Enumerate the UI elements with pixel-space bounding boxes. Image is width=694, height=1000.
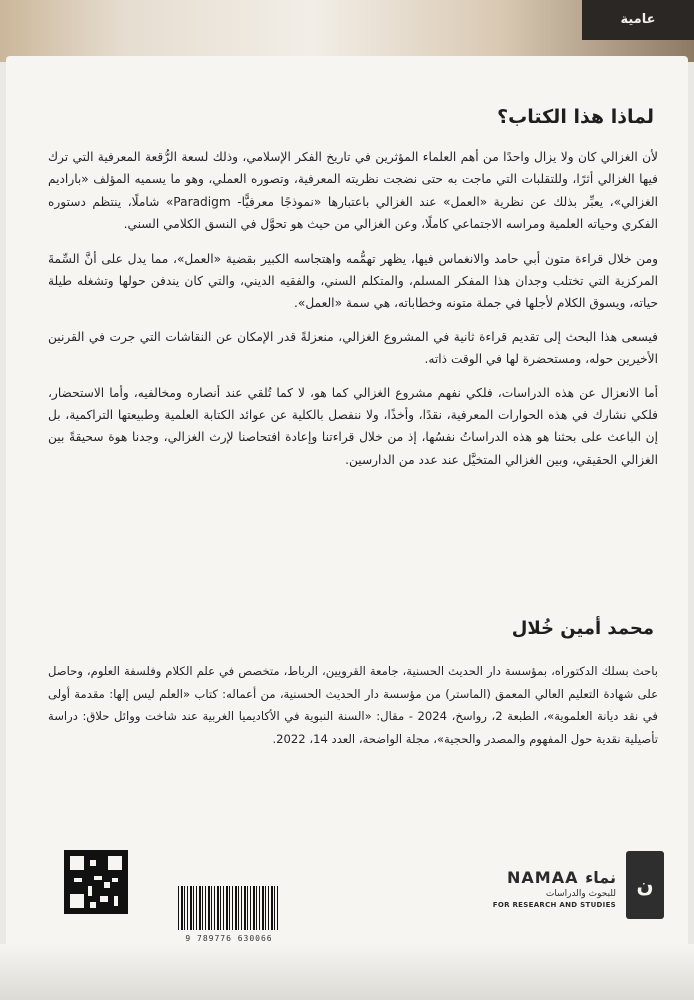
- author-bio: [48, 660, 658, 750]
- bottom-shade: [0, 944, 694, 1000]
- publisher-tagline-latin: FOR RESEARCH AND STUDIES: [492, 901, 616, 909]
- synopsis-text: [48, 146, 658, 482]
- paragraph-3: فيسعى هذا البحث إلى تقديم قراءة ثانية في المشروع الغزالي، منعزلةً قدر الإمكان عن النقاشات التي جرت في القرنين الأخيرين حوله، ومستحضرة لها في الوقت ذاته.: [48, 329, 658, 367]
- top-badge: عامية: [582, 0, 694, 40]
- publisher-name-arabic: نماء: [585, 868, 616, 887]
- publisher-tagline-arabic: للبحوث والدراسات: [545, 889, 616, 899]
- publisher-logo-icon: ن: [626, 851, 664, 919]
- qr-code: [64, 850, 128, 914]
- isbn-barcode: [178, 886, 278, 930]
- paragraph-4: أما الانعزال عن هذه الدراسات، فلكي نفهم مشروع الغزالي كما هو، لا كما تُلقي عند أنصاره ومخالفيه، وأما الاستحضار، فلكي نشارك في هذه الحوارات المعرفية، نقدًا، وأخذًا، ولا ننفصل بالكلية عن عوائد الكتابة العلمية وطبيعتها التراكمية، بل إن الباعث على بحثنا هو هذه الدراساتُ نفسُها، إذ من خلال قراءتنا وإعادة افتحاصنا لإرث الغزالي، وجدنا هوة سحيقةً بين الغزالي الحقيقي، وبين الغزالي المتخيَّل عند عدد من الدارسين.: [48, 385, 658, 467]
- paragraph-2: ومن خلال قراءة متون أبي حامد والانغماس فيها، يظهر تهمُّمه واهتجاسه الكبير بقضية «العمل»، مما يدل على أنَّ السِّمةَ المركزية التي تختلب وجدان هذا المفكر المسلم، والمتكلم السني، والفقيه الديني، والتي كان يندفن حولها وتشغله طيلة حياته، ويسوق الكلام لأجلها في جملة متونه وخطاباته، هي سمة «العمل».: [48, 251, 658, 311]
- publisher-name: [376, 868, 616, 887]
- publisher-name-latin: NAMAA: [507, 868, 579, 887]
- author-name: محمد أمين خُلال: [511, 618, 654, 639]
- author-bio-text: باحث بسلك الدكتوراه، بمؤسسة دار الحديث الحسنية، جامعة القرويين، الرباط، متخصص في علم الكلام وفلسفة العلوم، وحاصل على شهادة التعليم العالي المعمق (الماستر) من مؤسسة دار الحديث الحسنية، من أعماله: كتاب «العلم ليس إلها: مقدمة أولى في نقد ديانة العلموية»، الطبعة 2، رواسخ، 2024 - مقال: «السنة النبوية في الأكاديميا الغربية عند شاخت ووائل حلاق: دراسة تأصيلية نقدية حول المفهوم والمصدر والحجية»، مجلة الواضحة، العدد 14، 2022.: [48, 664, 658, 746]
- publisher-logo-text: [376, 868, 616, 909]
- section-title: لماذا هذا الكتاب؟: [497, 106, 654, 128]
- barcode-number: 9 789776 630066: [185, 934, 273, 943]
- back-cover-page: [6, 56, 688, 1000]
- paragraph-1: لأن الغزالي كان ولا يزال واحدًا من أهم العلماء المؤثرين في تاريخ الفكر الإسلامي، وذلك لسعة الرُّقعة المعرفية التي ترك فيها الغزالي أثرًا، وللتقلبات التي ماجت به حتى نضجت نظريته المعرفية، وتصوره العملي، وهو ما يسميه المؤلف «باراديم الغزالي»، يعبِّر بذلك عن نظرية «العمل» عند الغزالي باعتبارها «نموذجًا معرفيًّا- Paradigm» شاملًا، ينتظم دستوره الفكري وحياته العلمية ومراسه الاجتماعي كاملًا، وعن الغزالي من حيث هو تحوَّل في النسق الكلامي السني.: [48, 150, 658, 232]
